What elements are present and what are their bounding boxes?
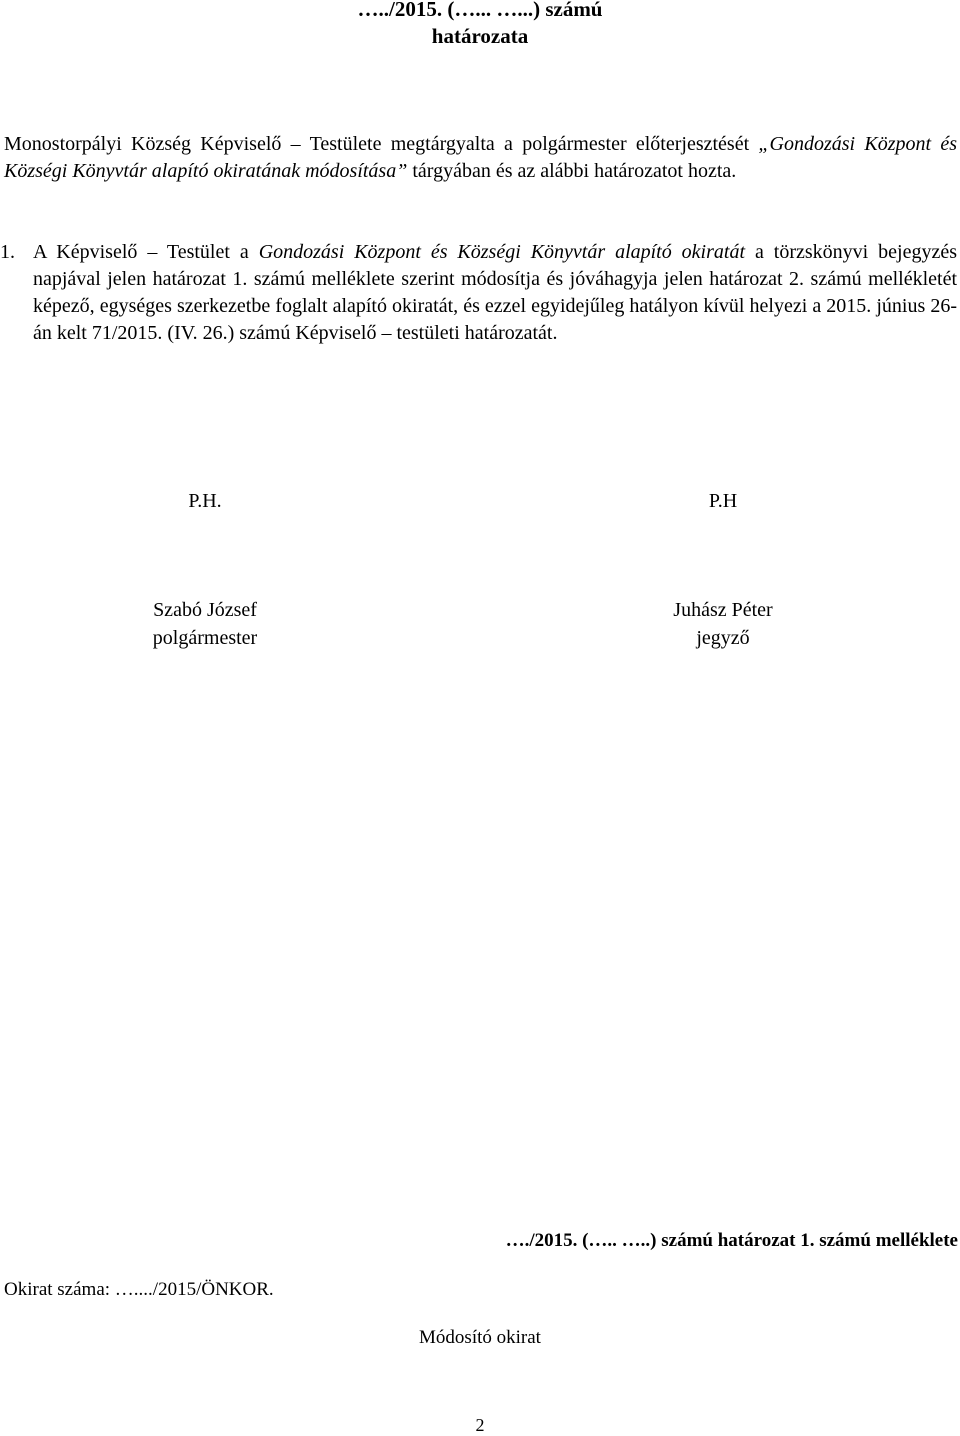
annex-reference: …./2015. (….. …..) számú határozat 1. számú melléklete <box>505 1230 958 1251</box>
signatory-left-title: polgármester <box>152 627 258 649</box>
item-subject: Gondozási Központ és Községi Könyvtár alapító okiratát <box>258 241 746 263</box>
signatory-left <box>85 596 325 652</box>
signatory-left-name: Szabó József <box>153 599 257 621</box>
intro-subject: „Gondozási Központ és Községi Könyvtár alapító okiratának módosítása” <box>4 133 957 182</box>
document-number: Okirat száma: …..../2015/ÖNKOR. <box>4 1279 274 1300</box>
intro-text-end: tárgyában és az alábbi határozatot hozta. <box>407 160 737 182</box>
signatory-right-name: Juhász Péter <box>673 599 773 621</box>
signatory-right-title: jegyző <box>696 627 750 649</box>
item-text-start: A Képviselő – Testület a <box>33 241 259 263</box>
item-text-end: a törzskönyvi bejegyzés napjával jelen határozat 1. számú melléklete szerint módosítja és jóváhagyja jelen határozat 2. számú mellékletét képező, egységes szerkezetbe foglalt alapító okiratát, és ezzel egyidejűleg hatályon kívül helyezi a 2015. június 26-án kelt 71/2015. (IV. 26.) számú Képviselő – testületi határozatát. <box>33 241 957 344</box>
document-type: Módosító okirat <box>419 1327 541 1348</box>
intro-text-start: Monostorpályi Község Képviselő – Testülete megtárgyalta a polgármester előterjesztését <box>4 133 759 155</box>
resolution-item-1 <box>0 239 957 347</box>
stamp-right: P.H <box>708 490 738 512</box>
page-number: 2 <box>475 1415 485 1435</box>
resolution-title: határozata <box>431 24 529 48</box>
resolution-number: …../2015. (…... …...) számú <box>357 0 603 21</box>
stamp-left: P.H. <box>188 490 222 512</box>
item-number: 1. <box>0 241 15 263</box>
intro-paragraph <box>4 131 957 185</box>
signatory-right <box>603 596 843 652</box>
